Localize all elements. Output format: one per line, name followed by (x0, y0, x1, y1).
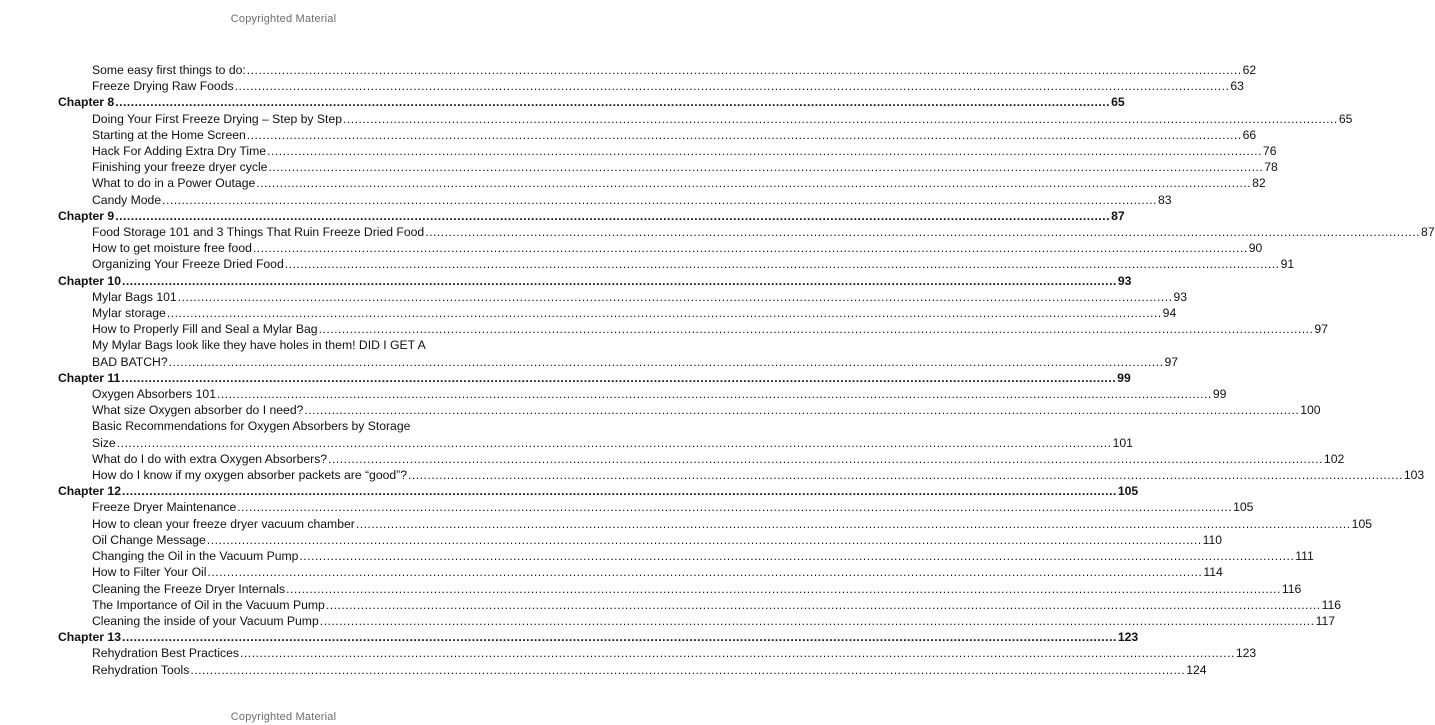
toc-entry-title: Size (92, 435, 116, 450)
toc-page-number: 66 (1242, 127, 1257, 142)
toc-page-number: 101 (1112, 435, 1133, 450)
toc-chapter-title: Chapter 9 (58, 208, 115, 223)
toc-entry[interactable] (58, 662, 1207, 678)
dot-leader: ................................................................................................................................................................................................................................................................ (168, 354, 1164, 369)
toc-page-number: 116 (1281, 581, 1302, 596)
dot-leader: ................................................................................................................................................................................................................................................................ (162, 192, 1157, 207)
toc-entry-title: Changing the Oil in the Vacuum Pump (92, 549, 299, 564)
dot-leader: ................................................................................................................................................................................................................................................................ (190, 662, 1186, 677)
toc-entry-title: How to get moisture free food (92, 241, 252, 256)
toc-entry-title-line: My Mylar Bags look like they have holes in them! DID I GET A (92, 338, 426, 353)
toc-page-number: 97 (1314, 322, 1328, 337)
dot-leader: ................................................................................................................................................................................................................................................................ (246, 127, 1242, 142)
toc-entry-title: BAD BATCH? (92, 354, 168, 369)
toc-entry[interactable] (58, 127, 1257, 143)
toc-entry-title: Starting at the Home Screen (92, 127, 246, 142)
toc-entry[interactable] (58, 62, 1257, 78)
toc-chapter-title: Chapter 10 (58, 273, 121, 288)
dot-leader: ................................................................................................................................................................................................................................................................ (115, 208, 1111, 223)
toc-entry-title: Mylar Bags 101 (92, 289, 177, 304)
toc-entry-title: Freeze Drying Raw Foods (92, 79, 234, 94)
toc-entry-title: Candy Mode (92, 192, 162, 207)
toc-entry-title: How to clean your freeze dryer vacuum chamber (92, 516, 355, 531)
toc-entry[interactable] (58, 581, 1302, 597)
toc-entry-title: Doing Your First Freeze Drying – Step by Step (92, 111, 342, 126)
toc-entry-title: Some easy first things to do: (92, 63, 246, 77)
dot-leader: ................................................................................................................................................................................................................................................................ (116, 435, 1112, 450)
toc-entry[interactable] (58, 467, 1425, 483)
toc-entry-title: Oxygen Absorbers 101 (92, 387, 216, 402)
toc-chapter-heading[interactable] (58, 629, 1139, 645)
toc-entry[interactable] (58, 402, 1321, 418)
toc-entry-multiline[interactable] (58, 337, 1179, 369)
toc-entry-title: What to do in a Power Outage (92, 176, 256, 191)
dot-leader: ................................................................................................................................................................................................................................................................ (328, 451, 1323, 466)
toc-chapter-title: Chapter 13 (58, 630, 121, 645)
toc-entry[interactable] (58, 305, 1177, 321)
toc-page-number: 111 (1295, 549, 1314, 564)
toc-entry-title: Cleaning the Freeze Dryer Internals (92, 581, 286, 596)
toc-entry-title: Oil Change Message (92, 532, 206, 547)
toc-page-number: 103 (1403, 468, 1425, 483)
toc-entry[interactable] (58, 224, 1435, 240)
toc-page-number: 63 (1230, 79, 1244, 94)
toc-entry[interactable] (58, 143, 1277, 159)
dot-leader: ................................................................................................................................................................................................................................................................ (216, 387, 1212, 402)
toc-entry-title: How do I know if my oxygen absorber packets are “good”? (92, 468, 408, 483)
toc-chapter-heading[interactable] (58, 94, 1125, 110)
dot-leader: ................................................................................................................................................................................................................................................................ (267, 144, 1262, 159)
toc-page-number: 123 (1117, 630, 1139, 645)
toc-page-number: 105 (1351, 516, 1373, 531)
toc-page-number: 97 (1164, 354, 1179, 369)
dot-leader: ................................................................................................................................................................................................................................................................ (304, 403, 1300, 418)
toc-page-number: 102 (1323, 451, 1345, 466)
dot-leader: ................................................................................................................................................................................................................................................................ (115, 95, 1111, 110)
toc-page-number: 99 (1212, 387, 1227, 402)
toc-entry-title: Finishing your freeze dryer cycle (92, 160, 268, 175)
toc-entry-title: Hack For Adding Extra Dry Time (92, 144, 267, 159)
toc-page-number: 76 (1262, 144, 1277, 159)
toc-page-number: 93 (1173, 289, 1188, 304)
toc-entry[interactable] (58, 532, 1223, 548)
toc-page-number: 94 (1162, 306, 1177, 321)
dot-leader: ................................................................................................................................................................................................................................................................ (408, 468, 1403, 483)
toc-page-number: 114 (1203, 565, 1223, 580)
toc-page-number: 90 (1248, 241, 1263, 256)
toc-chapter-heading[interactable] (58, 483, 1139, 499)
toc-entry[interactable] (58, 240, 1263, 256)
dot-leader: ................................................................................................................................................................................................................................................................ (122, 273, 1117, 288)
toc-entry-continuation (58, 435, 1133, 451)
toc-entry[interactable] (58, 159, 1278, 175)
toc-chapter-title: Chapter 11 (58, 370, 121, 385)
toc-entry[interactable] (58, 175, 1266, 191)
toc-entry[interactable] (58, 321, 1328, 337)
dot-leader: ................................................................................................................................................................................................................................................................ (166, 306, 1162, 321)
toc-entry-title: What do I do with extra Oxygen Absorbers? (92, 451, 328, 466)
dot-leader: ................................................................................................................................................................................................................................................................ (122, 630, 1117, 645)
dot-leader: ................................................................................................................................................................................................................................................................ (121, 370, 1117, 385)
dot-leader: ................................................................................................................................................................................................................................................................ (206, 532, 1202, 547)
toc-entry[interactable] (58, 78, 1244, 94)
dot-leader: ................................................................................................................................................................................................................................................................ (122, 484, 1117, 499)
toc-entry[interactable] (58, 597, 1342, 613)
toc-page-number: 105 (1233, 500, 1254, 515)
toc-entry[interactable] (58, 256, 1295, 272)
toc-entry[interactable] (58, 516, 1373, 532)
toc-entry-title: How to Filter Your Oil (92, 565, 207, 580)
toc-page-number: 99 (1117, 370, 1131, 385)
toc-chapter-title: Chapter 12 (58, 484, 121, 499)
toc-page-number: 87 (1111, 208, 1125, 223)
toc-entry[interactable] (58, 386, 1227, 402)
dot-leader: ................................................................................................................................................................................................................................................................ (342, 111, 1338, 126)
toc-page-number: 117 (1315, 613, 1336, 628)
toc-entry[interactable] (58, 451, 1345, 467)
toc-entry-title: Rehydration Best Practices (92, 646, 239, 661)
dot-leader: ................................................................................................................................................................................................................................................................ (240, 646, 1235, 661)
dot-leader: ................................................................................................................................................................................................................................................................ (284, 257, 1280, 272)
toc-page-number: 78 (1264, 160, 1278, 175)
dot-leader: ................................................................................................................................................................................................................................................................ (325, 597, 1321, 612)
dot-leader: ................................................................................................................................................................................................................................................................ (237, 500, 1233, 515)
dot-leader: ................................................................................................................................................................................................................................................................ (268, 160, 1264, 175)
toc-page-number: 83 (1157, 192, 1172, 207)
dot-leader: ................................................................................................................................................................................................................................................................ (318, 322, 1314, 337)
toc-entry[interactable] (58, 192, 1172, 208)
dot-leader: ................................................................................................................................................................................................................................................................ (299, 549, 1295, 564)
dot-leader: ................................................................................................................................................................................................................................................................ (207, 565, 1203, 580)
toc-page-number: 82 (1252, 176, 1266, 191)
toc-entry[interactable] (58, 289, 1188, 305)
toc-page-number: 65 (1111, 95, 1125, 110)
toc-entry[interactable] (58, 645, 1257, 661)
toc-chapter-heading[interactable] (58, 208, 1125, 224)
dot-leader: ................................................................................................................................................................................................................................................................ (177, 289, 1173, 304)
toc-page-number: 62 (1242, 63, 1257, 77)
toc-page-number: 93 (1117, 273, 1132, 288)
toc-page-number: 87 (1421, 225, 1435, 240)
dot-leader: ................................................................................................................................................................................................................................................................ (252, 241, 1248, 256)
toc-entry-title: What size Oxygen absorber do I need? (92, 403, 304, 418)
table-of-contents (58, 62, 1435, 678)
toc-page-number: 124 (1186, 662, 1207, 677)
toc-page-number: 100 (1300, 403, 1321, 418)
toc-page-number: 65 (1338, 111, 1353, 126)
toc-page-number: 91 (1280, 257, 1295, 272)
toc-entry-title: Mylar storage (92, 306, 166, 321)
toc-page-number: 110 (1202, 532, 1223, 547)
toc-entry-title: Rehydration Tools (92, 662, 190, 677)
toc-entry-title: Food Storage 101 and 3 Things That Ruin Freeze Dried Food (92, 225, 425, 240)
toc-chapter-heading[interactable] (58, 273, 1132, 289)
toc-entry-title: The Importance of Oil in the Vacuum Pump (92, 597, 325, 612)
dot-leader: ................................................................................................................................................................................................................................................................ (286, 581, 1281, 596)
toc-chapter-heading[interactable] (58, 370, 1131, 386)
toc-entry[interactable] (58, 564, 1223, 580)
copyright-watermark-top: Copyrighted Material (230, 13, 337, 25)
toc-page-number: 123 (1235, 646, 1257, 661)
toc-entry-title: Organizing Your Freeze Dried Food (92, 257, 284, 272)
toc-entry[interactable] (58, 499, 1254, 515)
dot-leader: ................................................................................................................................................................................................................................................................ (425, 225, 1421, 240)
dot-leader: ................................................................................................................................................................................................................................................................ (234, 79, 1230, 94)
toc-page-number: 105 (1117, 484, 1139, 499)
toc-entry[interactable] (58, 613, 1336, 629)
toc-page-number: 116 (1321, 597, 1342, 612)
toc-entry-title: Cleaning the inside of your Vacuum Pump (92, 613, 319, 628)
toc-entry-title: Freeze Dryer Maintenance (92, 500, 237, 515)
copyright-watermark-bottom: Copyrighted Material (230, 711, 337, 723)
toc-entry-continuation (58, 354, 1179, 370)
dot-leader: ................................................................................................................................................................................................................................................................ (246, 63, 1242, 77)
dot-leader: ................................................................................................................................................................................................................................................................ (256, 176, 1252, 191)
toc-entry-multiline[interactable] (58, 418, 1133, 450)
toc-entry-title-line: Basic Recommendations for Oxygen Absorbers by Storage (92, 419, 411, 434)
toc-entry-title: How to Properly Fill and Seal a Mylar Bag (92, 322, 318, 337)
dot-leader: ................................................................................................................................................................................................................................................................ (355, 516, 1351, 531)
toc-entry[interactable] (58, 548, 1314, 564)
toc-entry[interactable] (58, 111, 1353, 127)
toc-chapter-title: Chapter 8 (58, 95, 115, 110)
dot-leader: ................................................................................................................................................................................................................................................................ (319, 613, 1315, 628)
